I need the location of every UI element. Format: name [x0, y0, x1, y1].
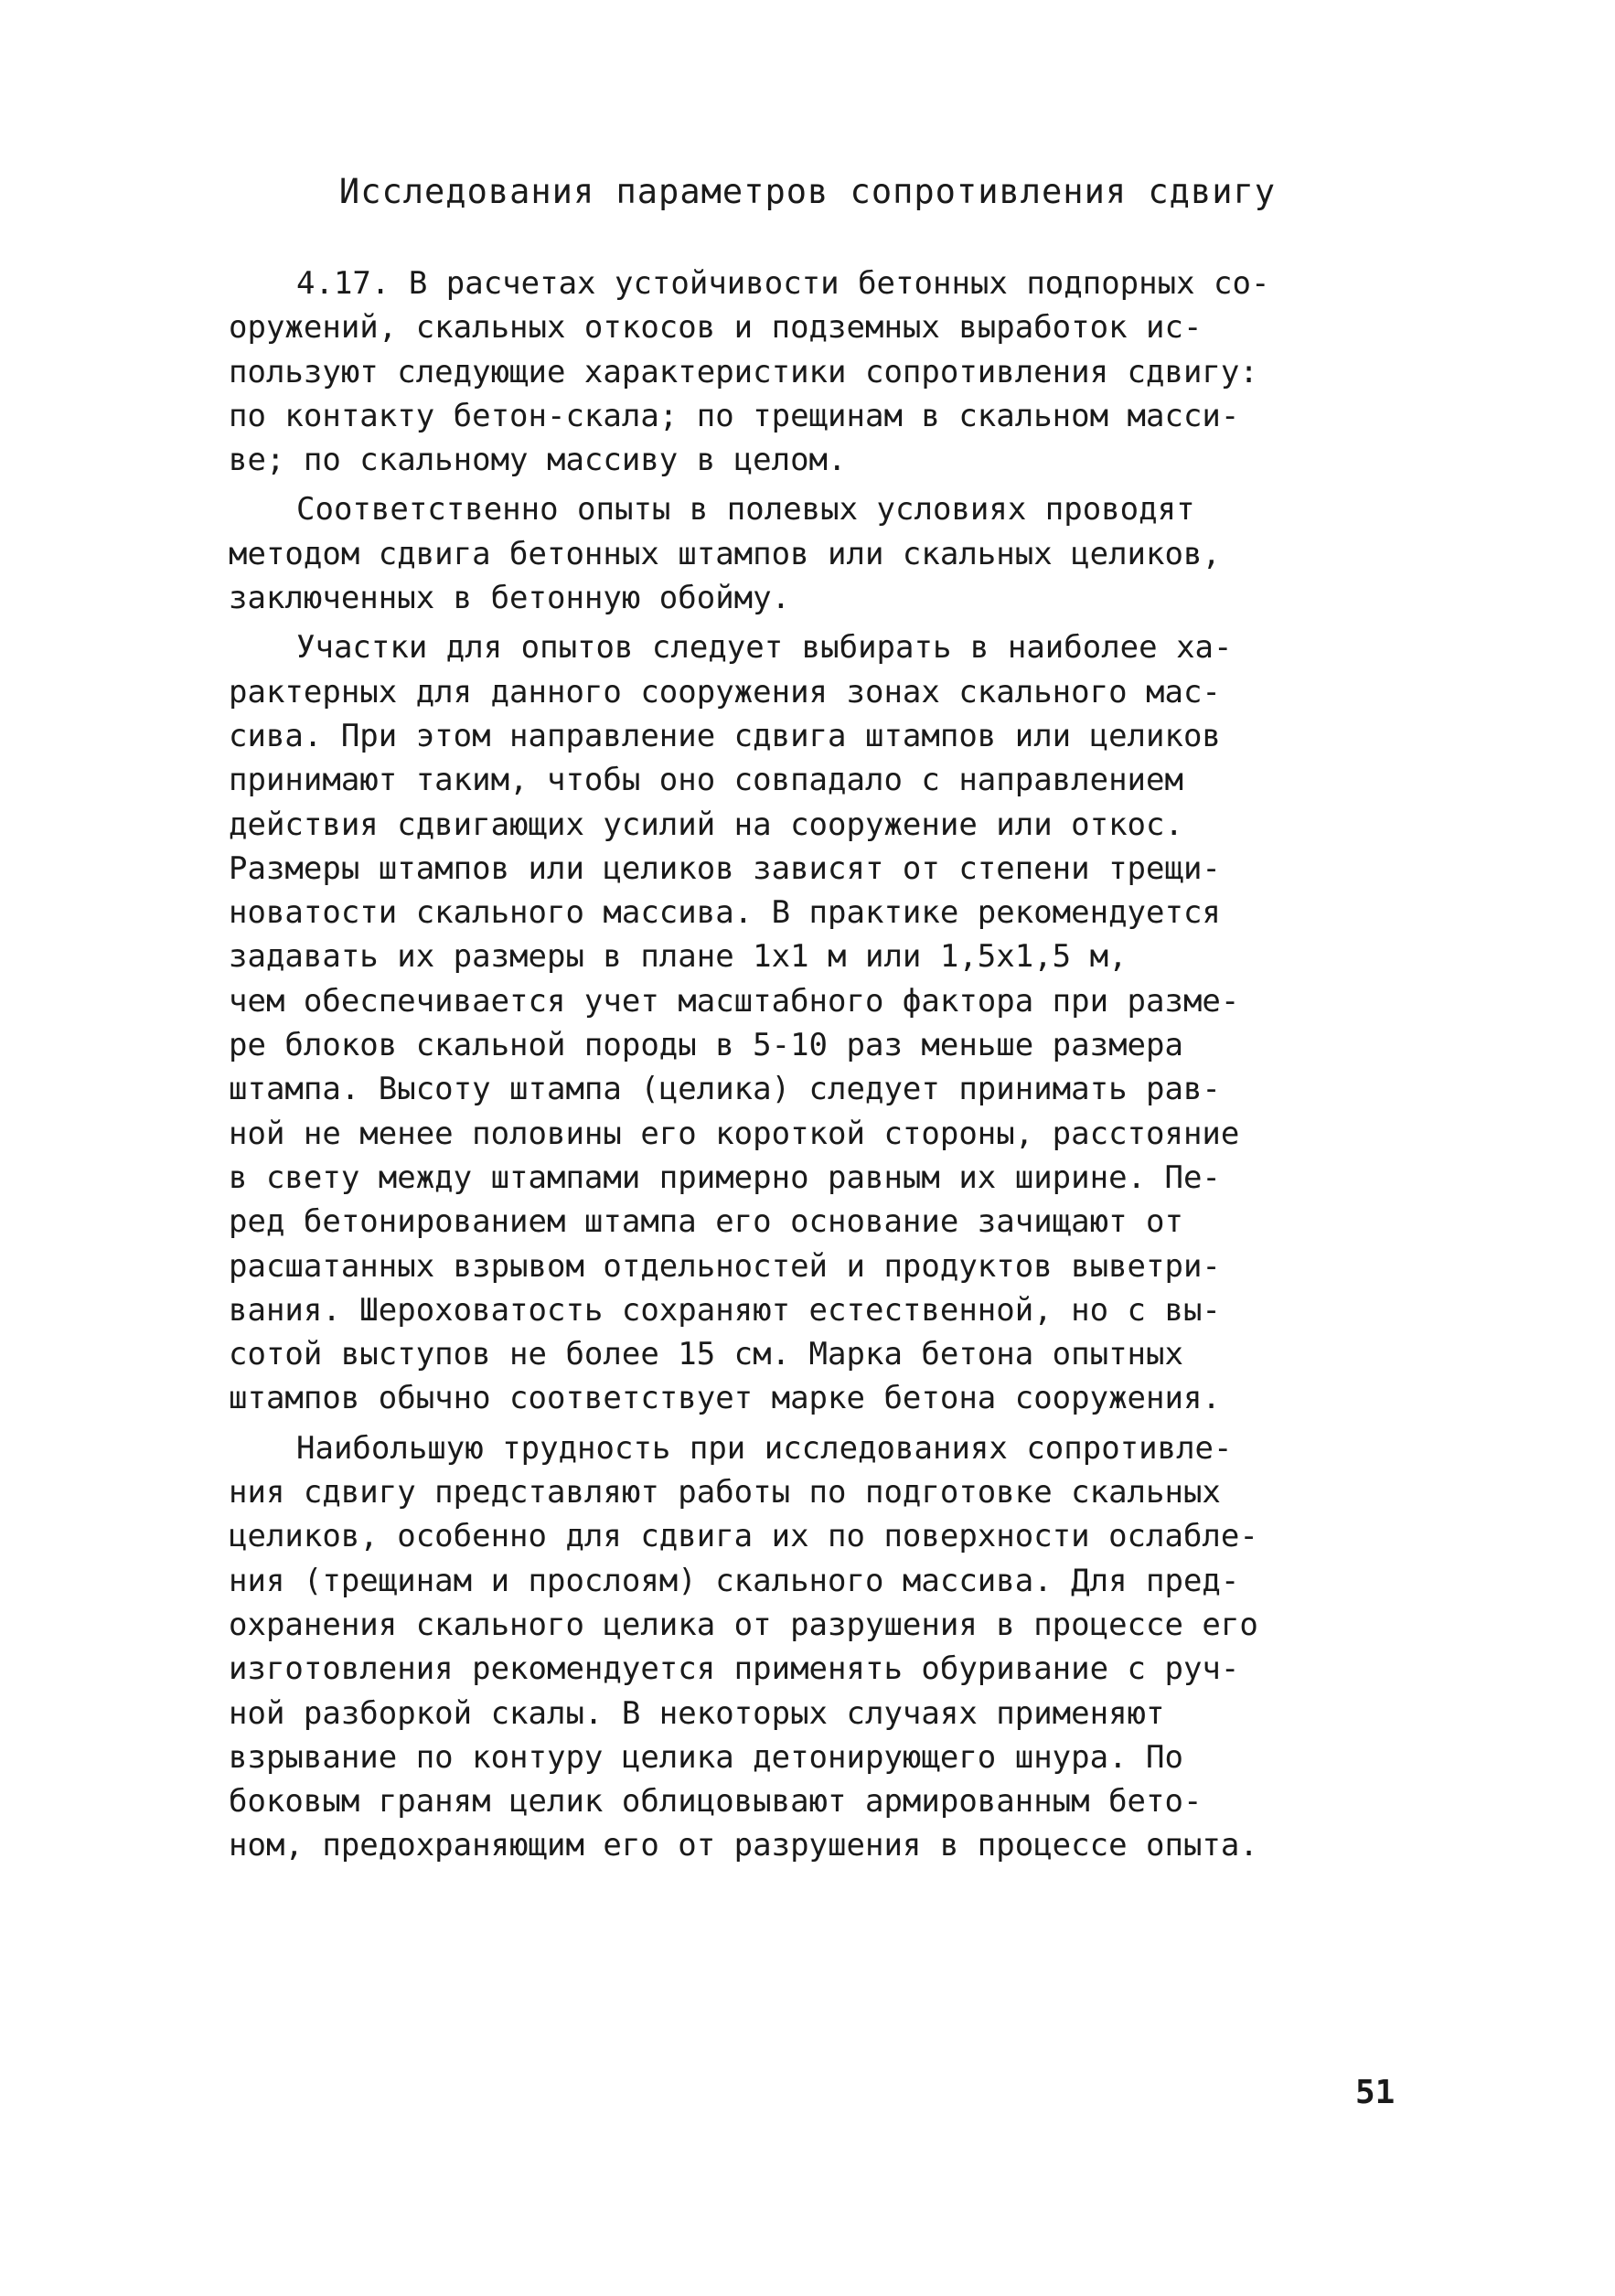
- text-line: ния (трещинам и прослоям) скального массива. Для пред-: [229, 1562, 1240, 1599]
- text-line: оружений, скальных откосов и подземных выработок ис-: [229, 309, 1203, 347]
- text-line: 4.17. В расчетах устойчивости бетонных подпорных со-: [296, 265, 1270, 302]
- page-number: 51: [1355, 2074, 1396, 2111]
- text-line: пользуют следующие характеристики сопротивления сдвигу:: [229, 353, 1258, 390]
- text-line: штампа. Высоту штампа (целика) следует принимать рав-: [229, 1071, 1221, 1108]
- text-line: ния сдвигу представляют работы по подготовке скальных: [229, 1474, 1221, 1511]
- text-line: принимают таким, чтобы оно совпадало с направлением: [229, 762, 1183, 799]
- text-line: Размеры штампов или целиков зависят от степени трещи-: [229, 849, 1221, 887]
- text-line: методом сдвига бетонных штампов или скальных целиков,: [229, 535, 1221, 572]
- text-line: охранения скального целика от разрушения в процессе его: [229, 1606, 1258, 1643]
- text-line: в свету между штампами примерно равным их ширине. Пе-: [229, 1159, 1221, 1196]
- body-text: [229, 262, 1445, 1868]
- text-line: чем обеспечивается учет масштабного фактора при разме-: [229, 982, 1240, 1020]
- text-line: сотой выступов не более 15 см. Марка бетона опытных: [229, 1336, 1183, 1373]
- text-line: ре блоков скальной породы в 5-10 раз меньше размера: [229, 1027, 1183, 1064]
- text-line: расшатанных взрывом отдельностей и продуктов выветри-: [229, 1247, 1221, 1285]
- text-line: ной не менее половины его короткой стороны, расстояние: [229, 1115, 1240, 1152]
- text-line: ве; по скальному массиву в целом.: [229, 442, 847, 479]
- text-line: действия сдвигающих усилий на сооружение или откос.: [229, 806, 1183, 843]
- text-line: ной разборкой скалы. В некоторых случаях применяют: [229, 1694, 1165, 1732]
- section-heading: Исследования параметров сопротивления сдвигу: [338, 172, 1277, 211]
- text-line: вания. Шероховатость сохраняют естественной, но с вы-: [229, 1291, 1221, 1329]
- text-line: взрывание по контуру целика детонирующего шнура. По: [229, 1738, 1183, 1776]
- text-line: заключенных в бетонную обойму.: [229, 580, 791, 617]
- text-line: ред бетонированием штампа его основание зачищают от: [229, 1203, 1183, 1241]
- text-line: Наибольшую трудность при исследованиях сопротивле-: [296, 1429, 1233, 1467]
- text-line: Соответственно опыты в полевых условиях проводят: [296, 491, 1195, 529]
- text-line: по контакту бетон-скала; по трещинам в скальном масси-: [229, 397, 1240, 434]
- text-line: ном, предохраняющим его от разрушения в процессе опыта.: [229, 1827, 1258, 1864]
- text-line: Участки для опытов следует выбирать в наиболее ха-: [296, 629, 1233, 667]
- text-line: боковым граням целик облицовывают армированным бето-: [229, 1783, 1203, 1821]
- text-line: штампов обычно соответствует марке бетона сооружения.: [229, 1380, 1221, 1417]
- text-line: изготовления рекомендуется применять обуривание с руч-: [229, 1650, 1240, 1688]
- text-line: задавать их размеры в плане 1х1 м или 1,5х1,5 м,: [229, 938, 1128, 976]
- text-line: сива. При этом направление сдвига штампов или целиков: [229, 717, 1221, 754]
- text-line: рактерных для данного сооружения зонах скального мас-: [229, 673, 1221, 710]
- text-line: целиков, особенно для сдвига их по поверхности ослабле-: [229, 1518, 1258, 1555]
- text-line: новатости скального массива. В практике рекомендуется: [229, 894, 1221, 932]
